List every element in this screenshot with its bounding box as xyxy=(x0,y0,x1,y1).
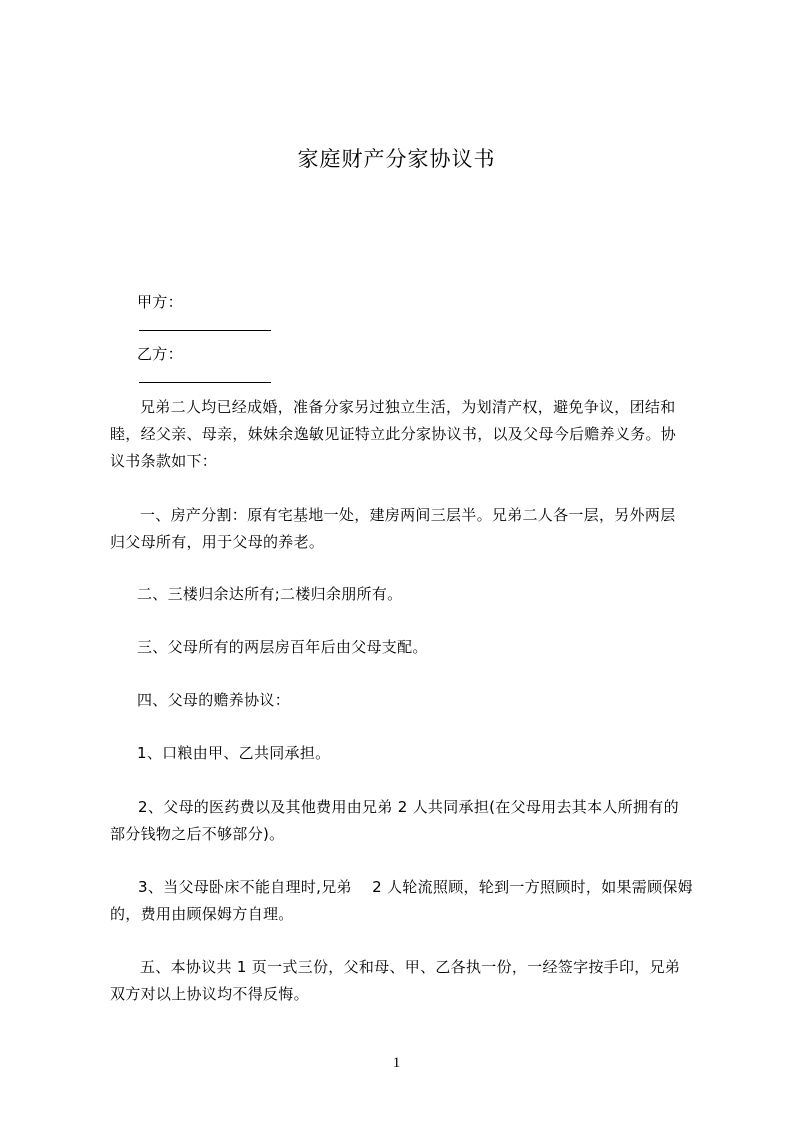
clause-1-line-1: 一、房产分割：原有宅基地一处，建房两间三层半。兄弟二人各一层，另外两层 xyxy=(140,506,676,524)
sub-clause-3 xyxy=(110,874,710,928)
document-title: 家庭财产分家协议书 xyxy=(297,147,496,171)
party-b-blank[interactable] xyxy=(139,368,271,383)
sub-clause-2-line-1: 2、父母的医药费以及其他费用由兄弟 2 人共同承担(在父母用去其本人所拥有的 xyxy=(138,798,679,816)
party-a-blank[interactable] xyxy=(139,316,271,331)
clause-2-text: 二、三楼归余达所有;二楼归余朋所有。 xyxy=(137,585,403,603)
sub-clause-3-line-2: 的，费用由顾保姆方自理。 xyxy=(110,905,294,923)
sub-clause-3-line-1: 3、当父母卧床不能自理时,兄弟 2 人轮流照顾，轮到一方照顾时，如果需顾保姆 xyxy=(138,878,693,896)
party-a-label: 甲方： xyxy=(137,293,183,311)
clause-1-line-2: 归父母所有，用于父母的养老。 xyxy=(110,533,325,551)
page-number: 1 xyxy=(392,1055,401,1071)
clause-1 xyxy=(110,502,710,556)
clause-5-line-1: 五、本协议共 1 页一式三份，父和母、甲、乙各执一份，一经签字按手印，兄弟 xyxy=(140,958,681,976)
sub-clause-2-line-2: 部分钱物之后不够部分)。 xyxy=(110,825,285,843)
clause-2 xyxy=(137,581,737,608)
intro-line-2: 睦，经父亲、母亲，妹妹余逸敏见证特立此分家协议书，以及父母今后赡养义务。协 xyxy=(110,425,677,443)
clause-4-text: 四、父母的赡养协议： xyxy=(137,691,291,709)
clause-3 xyxy=(137,634,737,661)
intro-line-3: 议书条款如下： xyxy=(110,452,218,470)
sub-clause-2 xyxy=(110,794,710,848)
party-b-line xyxy=(137,341,737,383)
clause-5-line-2: 双方对以上协议均不得反悔。 xyxy=(110,985,309,1003)
party-b-label: 乙方： xyxy=(137,345,183,363)
party-a-line xyxy=(137,289,737,331)
clause-4 xyxy=(137,687,737,714)
intro-line-1: 兄弟二人均已经成婚，准备分家另过独立生活，为划清产权，避免争议，团结和 xyxy=(140,398,676,416)
sub-clause-1 xyxy=(137,740,737,767)
clause-3-text: 三、父母所有的两层房百年后由父母支配。 xyxy=(137,638,428,656)
sub-clause-1-text: 1、口粮由甲、乙共同承担。 xyxy=(137,744,331,762)
intro-paragraph xyxy=(110,394,710,475)
clause-5 xyxy=(110,954,710,1008)
